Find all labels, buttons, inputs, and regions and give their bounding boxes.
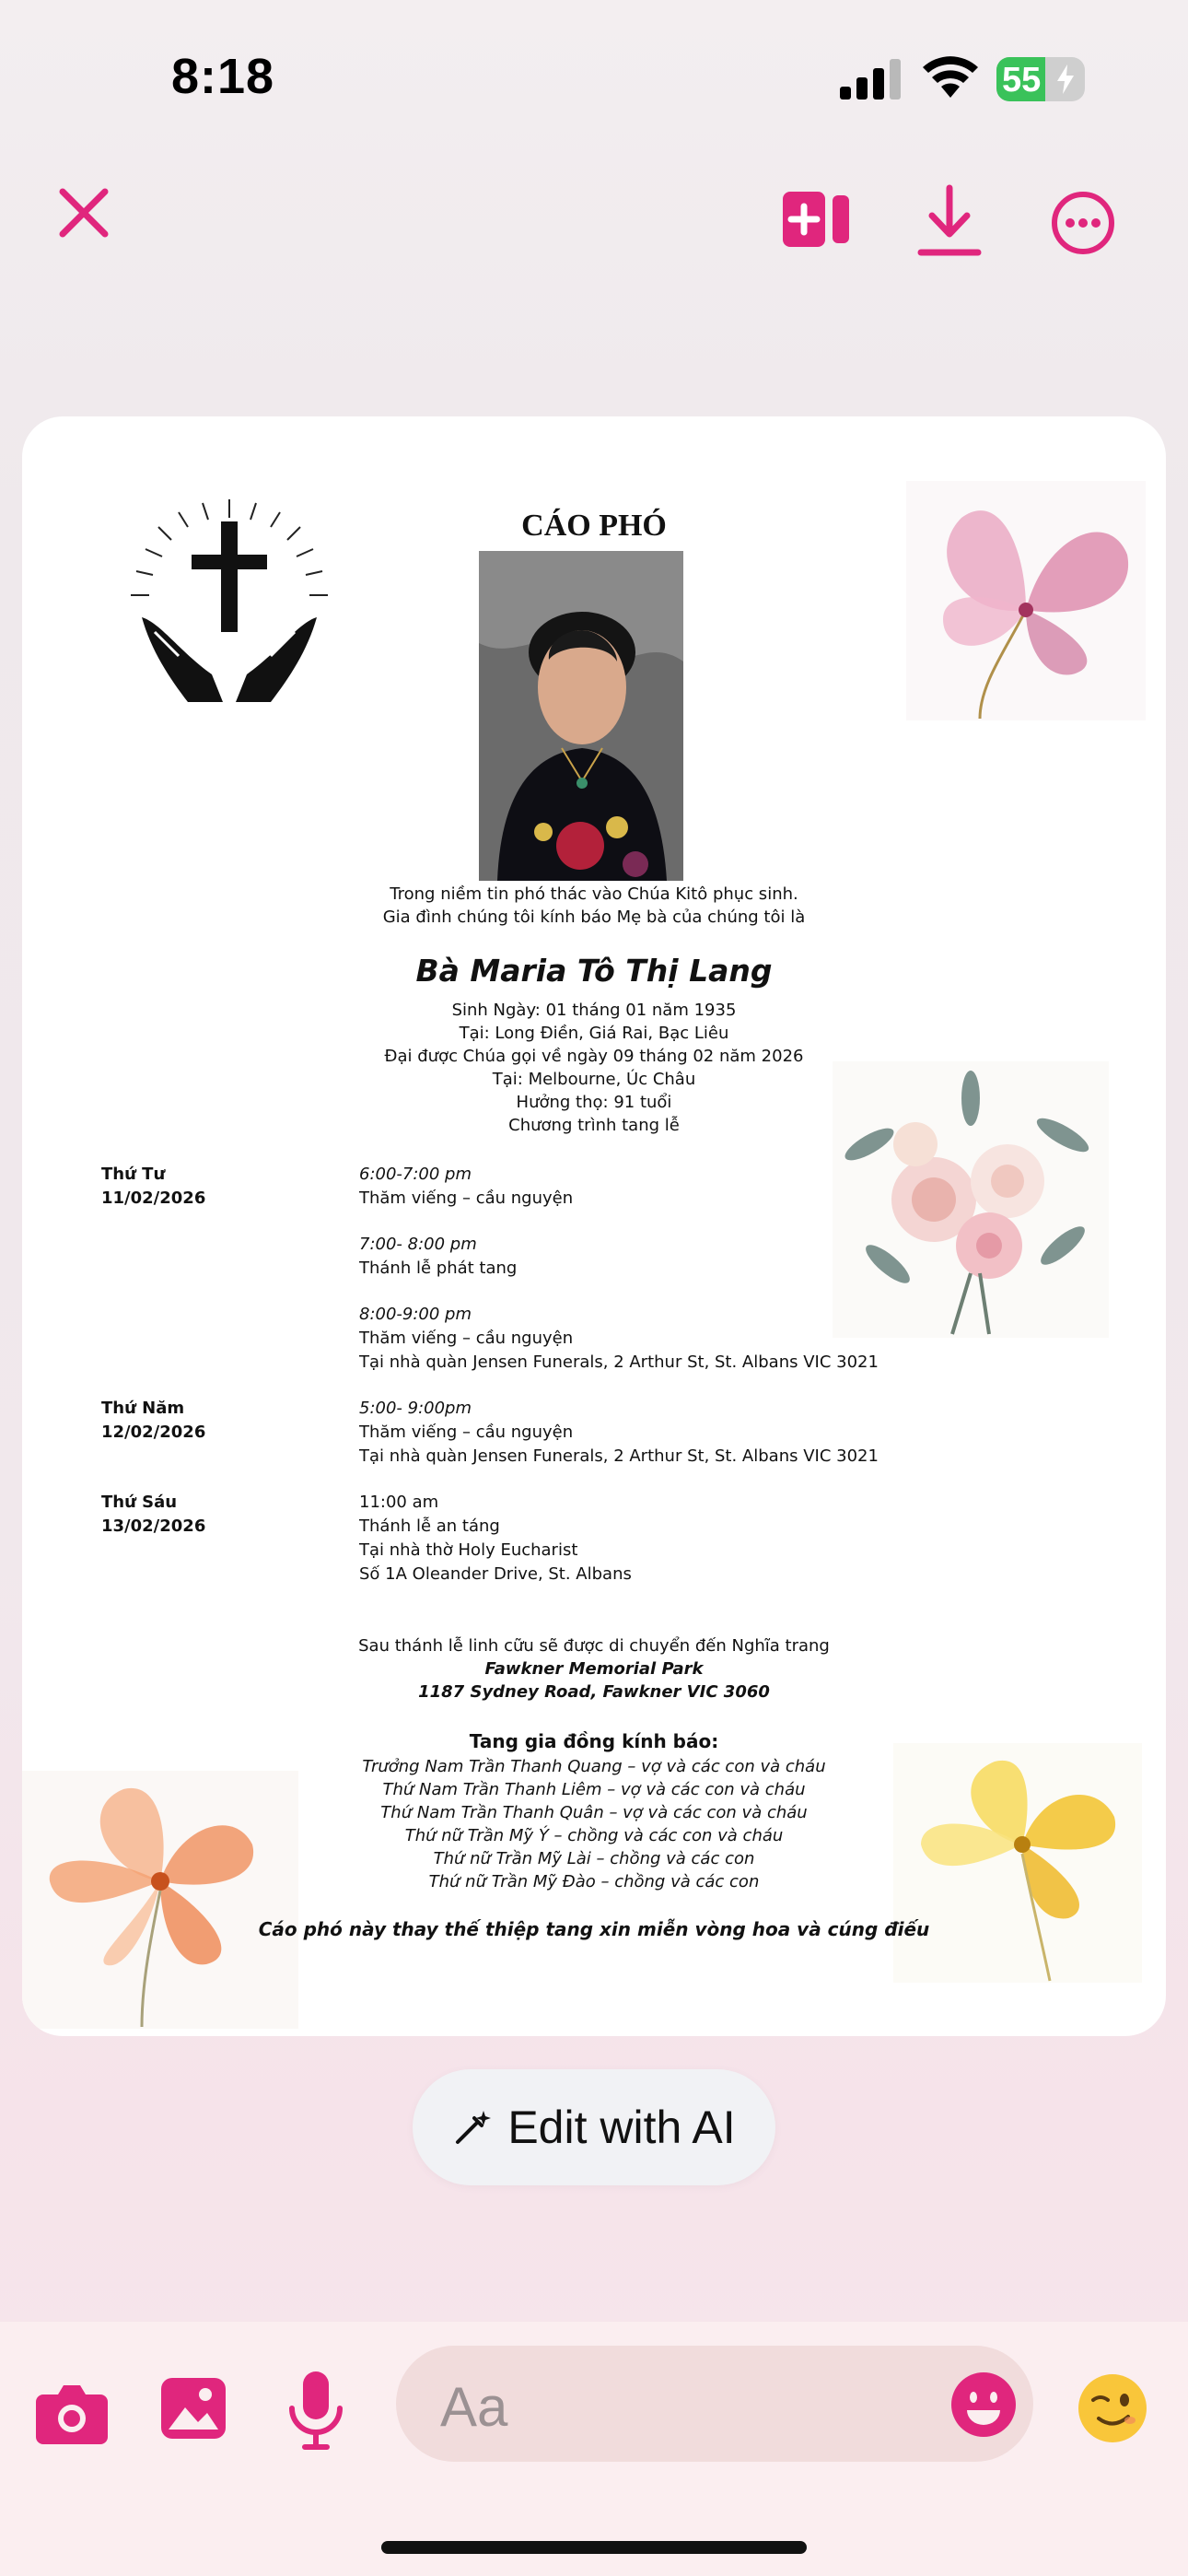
- schedule-block: [359, 1397, 879, 1469]
- schedule-day-name: Thứ Tư: [101, 1165, 166, 1184]
- closing-note: Cáo phó này thay thế thiệp tang xin miễn vòng hoa và cúng điếu: [258, 1918, 930, 1940]
- schedule-day-name: Thứ Năm: [101, 1399, 185, 1418]
- schedule-line: Tại nhà quàn Jensen Funerals, 2 Arthur St, St. Albans VIC 3021: [359, 1446, 879, 1466]
- portrait-photo: [479, 551, 683, 881]
- schedule-block: [359, 1163, 573, 1211]
- wink-emoji-icon: [1077, 2372, 1148, 2444]
- status-bar: [0, 0, 1188, 157]
- schedule-block: [359, 1303, 879, 1375]
- schedule-line: Tại nhà quàn Jensen Funerals, 2 Arthur St, St. Albans VIC 3021: [359, 1352, 879, 1372]
- detail-line: Hưởng thọ: 91 tuổi: [516, 1093, 672, 1112]
- more-options-button[interactable]: [1050, 190, 1116, 256]
- signal-icon: [840, 59, 904, 100]
- obituary-image[interactable]: [22, 416, 1166, 2036]
- schedule-line: Tại nhà thờ Holy Eucharist: [359, 1540, 578, 1560]
- detail-line: Đại được Chúa gọi về ngày 09 tháng 02 năm 2026: [384, 1047, 804, 1066]
- schedule-date: 13/02/2026: [101, 1516, 206, 1536]
- schedule-day-3: [101, 1491, 205, 1539]
- schedule-line: Thánh lễ phát tang: [359, 1259, 518, 1278]
- smiley-icon: [950, 2371, 1017, 2438]
- intro-line-1: Trong niềm tin phó thác vào Chúa Kitô phục sinh.: [390, 884, 798, 904]
- download-icon: [917, 184, 982, 258]
- microphone-icon: [288, 2371, 344, 2451]
- family-line: Trưởng Nam Trần Thanh Quang – vợ và các con và cháu: [362, 1757, 826, 1776]
- close-button[interactable]: [52, 181, 116, 245]
- charging-bolt-icon: [1055, 64, 1076, 94]
- obituary-document: [22, 416, 1166, 2036]
- detail-line: Chương trình tang lễ: [508, 1116, 680, 1135]
- schedule-line: Thăm viếng – cầu nguyện: [359, 1188, 574, 1208]
- more-icon: [1050, 190, 1116, 256]
- battery-percent: 55: [1002, 61, 1042, 100]
- family-heading: Tang gia đồng kính báo:: [469, 1730, 719, 1752]
- schedule-day-1: [101, 1163, 205, 1211]
- document-title: CÁO PHÓ: [521, 509, 667, 543]
- schedule-line: Thăm viếng – cầu nguyện: [359, 1329, 574, 1348]
- camera-icon: [36, 2383, 108, 2444]
- home-indicator: [381, 2541, 807, 2554]
- intro-line-2: Gia đình chúng tôi kính báo Mẹ bà của chúng tôi là: [382, 907, 806, 927]
- message-placeholder: Aa: [440, 2376, 508, 2438]
- detail-line: Tại: Long Điền, Giá Rai, Bạc Liêu: [459, 1024, 729, 1043]
- cemetery-name: Fawkner Memorial Park: [484, 1659, 704, 1679]
- schedule-day-name: Thứ Sáu: [101, 1493, 178, 1512]
- edit-with-ai-label: Edit with AI: [507, 2102, 736, 2153]
- camera-button[interactable]: [35, 2377, 109, 2451]
- magic-pen-icon: [452, 2107, 493, 2148]
- burial-line: Sau thánh lễ linh cữu sẽ được di chuyển đến Nghĩa trang: [358, 1636, 830, 1656]
- gallery-button[interactable]: [158, 2373, 228, 2443]
- schedule-line: Thăm viếng – cầu nguyện: [359, 1423, 574, 1442]
- microphone-button[interactable]: [282, 2370, 350, 2453]
- schedule-date: 12/02/2026: [101, 1423, 206, 1442]
- schedule-time: 7:00- 8:00 pm: [359, 1235, 477, 1254]
- photo-icon: [161, 2378, 226, 2439]
- schedule-block: [359, 1233, 517, 1281]
- emoji-button[interactable]: [949, 2370, 1019, 2440]
- wifi-icon: [921, 55, 980, 100]
- cemetery-address: 1187 Sydney Road, Fawkner VIC 3060: [418, 1682, 770, 1702]
- schedule-date: 11/02/2026: [101, 1188, 206, 1208]
- detail-line: Tại: Melbourne, Úc Châu: [492, 1070, 696, 1089]
- add-page-button[interactable]: [781, 190, 853, 249]
- schedule-time: 11:00 am: [359, 1493, 439, 1512]
- status-time: 8:18: [171, 49, 275, 104]
- detail-line: Sinh Ngày: 01 tháng 01 năm 1935: [451, 1001, 737, 1020]
- quick-reaction-button[interactable]: [1076, 2371, 1149, 2445]
- portrait-figure: [479, 551, 683, 881]
- family-line: Thứ nữ Trần Mỹ Đào – chồng và các con: [428, 1872, 760, 1891]
- add-split-icon: [783, 192, 851, 247]
- family-line: Thứ Nam Trần Thanh Quân – vợ và các con và cháu: [380, 1803, 808, 1822]
- family-line: Thứ nữ Trần Mỹ Ý – chồng và các con và cháu: [404, 1826, 784, 1845]
- schedule-time: 6:00-7:00 pm: [359, 1165, 472, 1184]
- edit-with-ai-button[interactable]: [413, 2069, 775, 2185]
- schedule-time: 8:00-9:00 pm: [359, 1305, 472, 1324]
- family-line: Thứ Nam Trần Thanh Liêm – vợ và các con và cháu: [382, 1780, 806, 1799]
- schedule-time: 5:00- 9:00pm: [359, 1399, 472, 1418]
- schedule-block: [359, 1491, 632, 1587]
- battery-indicator: [996, 57, 1085, 101]
- family-line: Thứ nữ Trần Mỹ Lài – chồng và các con: [433, 1849, 755, 1868]
- deceased-name: Bà Maria Tô Thị Lang: [415, 953, 773, 989]
- download-button[interactable]: [917, 184, 982, 258]
- close-icon: [57, 186, 111, 240]
- schedule-day-2: [101, 1397, 205, 1445]
- schedule-line: Số 1A Oleander Drive, St. Albans: [359, 1564, 632, 1584]
- pink-flower-illustration: [906, 481, 1146, 720]
- schedule-line: Thánh lễ an táng: [359, 1516, 500, 1536]
